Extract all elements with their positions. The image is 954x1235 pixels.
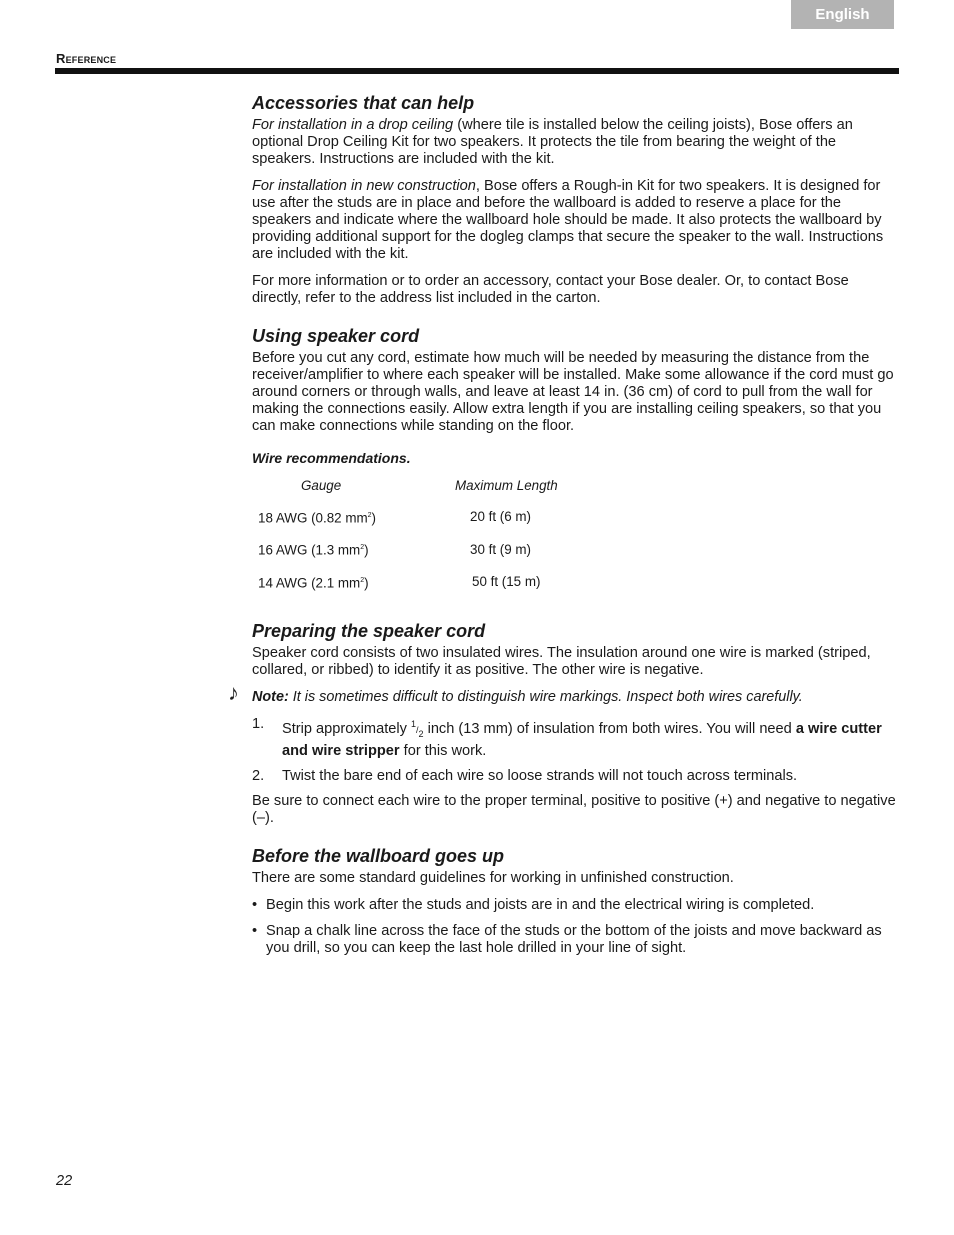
length-cell: 20 ft (6 m) xyxy=(470,509,532,525)
accessories-title: Accessories that can help xyxy=(252,93,475,113)
section-label: Reference xyxy=(56,51,117,66)
step-number: 1. xyxy=(252,716,265,733)
note-label: Note: xyxy=(252,689,289,706)
accessories-p1-body: (where tile is installed below the ceiling joists), Bose offers an optional Drop Ceiling Kit for two speakers. It protects the tile from bearing the weight of the speakers. Instructions are included with the kit. xyxy=(252,117,853,167)
gauge-cell: 16 AWG (1.3 $mm^2$) xyxy=(258,542,369,558)
speaker-cord-title: Using speaker cord xyxy=(252,326,420,346)
section-speaker-cord xyxy=(252,325,898,604)
list-item: • Snap a chalk line across the face of the studs or the bottom of the joists and move backward as you drill, so you can keep the last hole drilled in your line of sight. xyxy=(252,923,882,957)
list-item: 2. Twist the bare end of each wire so loose strands will not touch across terminals. xyxy=(252,768,798,785)
page-number: 22 xyxy=(56,1173,73,1189)
note-text: It is sometimes difficult to distinguish wire markings. Inspect both wires carefully. xyxy=(288,689,803,706)
steps-list xyxy=(252,716,898,785)
wallboard-title: Before the wallboard goes up xyxy=(252,846,505,867)
length-cell: 50 ft (15 m) xyxy=(472,574,541,590)
accessories-p1-lead: For installation in a drop ceiling xyxy=(252,117,454,133)
list-item: 1. Strip approximately $^1/_2$ inch (13 mm) of insulation from both wires. You will need a wire cutter and wire stripper for this work. xyxy=(252,716,882,760)
gauge-header: Gauge xyxy=(301,478,342,493)
music-note-icon: ♪ xyxy=(228,680,239,706)
gauge-cell: 14 AWG (2.1 $mm^2$) xyxy=(258,575,369,591)
wallboard-bullets xyxy=(252,897,898,957)
gauge-cell: 18 AWG (0.82 $mm^2$) xyxy=(258,510,377,526)
length-header: Maximum Length xyxy=(455,478,558,493)
section-accessories xyxy=(252,92,898,307)
wire-recommendations-heading: Wire recommendations. xyxy=(252,450,411,466)
section-wallboard xyxy=(252,845,898,957)
preparing-title: Preparing the speaker cord xyxy=(252,621,486,642)
preparing-paragraph-2: Be sure to connect each wire to the proper terminal, positive to positive (+) and negative to negative (–). xyxy=(252,793,896,827)
table-row xyxy=(258,507,558,539)
header-rule xyxy=(55,68,899,74)
preparing-paragraph: Speaker cord consists of two insulated wires. The insulation around one wire is marked (striped, collared, or ribbed) to identify it as positive. The other wire is negative. xyxy=(252,645,871,679)
accessories-p2-body: , Bose offers a Rough-in Kit for two speakers. It is designed for use after the studs are in place and before the wallboard is added to reserve a place for the speakers and indicate where the wallboard hole should be made. It also protects the wallboard by providing additional support for the dogleg clamps that secure the speaker to the wall. Instructions are included with the kit. xyxy=(252,178,884,262)
step-number: 2. xyxy=(252,768,265,785)
wallboard-paragraph: There are some standard guidelines for working in unfinished construction. xyxy=(252,870,734,887)
accessories-p2-lead: For installation in new construction xyxy=(252,178,476,194)
section-preparing xyxy=(228,620,898,827)
speaker-cord-paragraph: Before you cut any cord, estimate how much will be needed by measuring the distance from the receiver/amplifier to where each speaker will be installed. Make some allowance if the cord must go around corners or through walls, and leave at least 14 in. (36 cm) of cord to pull from the wall for making the connections easily. Allow extra length if you are installing ceiling speakers, so that you can make connections while standing on the floor. xyxy=(252,350,894,434)
accessories-paragraph-2 xyxy=(252,178,898,263)
page-content xyxy=(228,92,898,975)
wire-table xyxy=(258,477,558,604)
list-item: • Begin this work after the studs and joists are in and the electrical wiring is completed. xyxy=(252,897,815,914)
table-row xyxy=(258,539,558,571)
wire-table-header xyxy=(258,477,558,507)
note xyxy=(228,680,898,706)
table-row xyxy=(258,572,558,604)
accessories-paragraph-3: For more information or to order an accessory, contact your Bose dealer. Or, to contact Bose directly, refer to the address list included in the carton. xyxy=(252,273,849,306)
accessories-paragraph-1 xyxy=(252,117,898,168)
length-cell: 30 ft (9 m) xyxy=(470,541,532,557)
language-tab: English xyxy=(791,0,894,29)
